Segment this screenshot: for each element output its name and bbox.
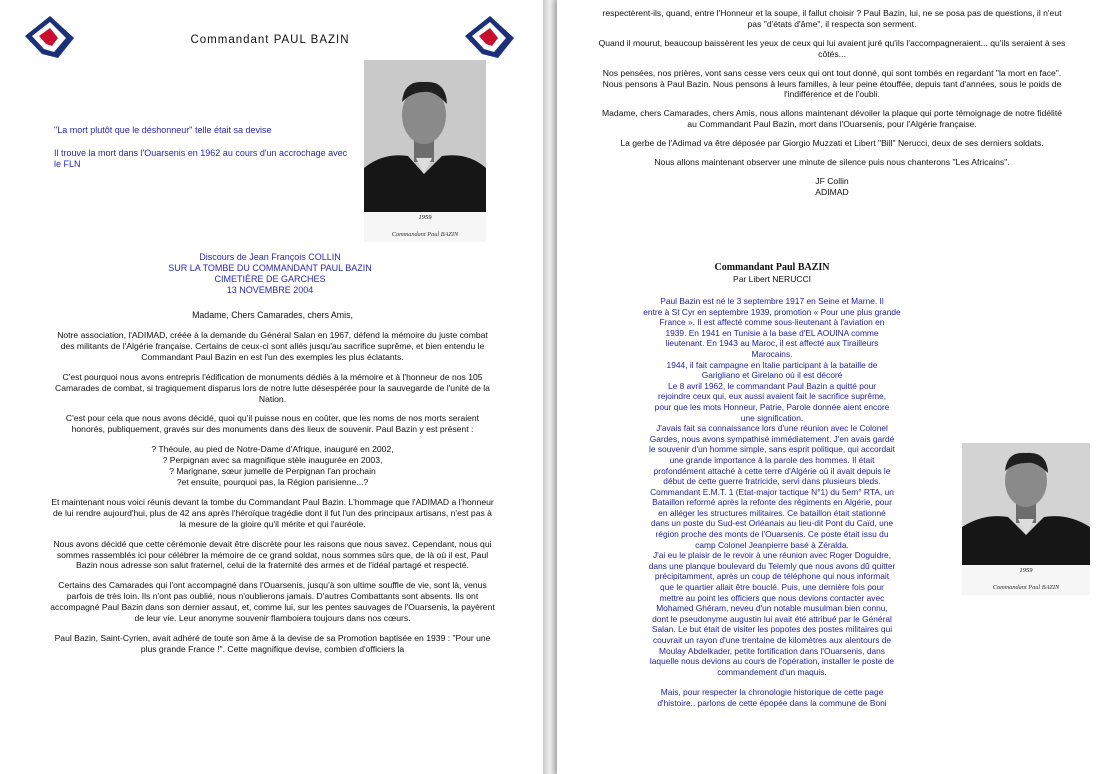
crest-logo-icon [462, 14, 516, 60]
body-paragraph: Nous allons maintenant observer une minute de silence puis nous chanterons "Les Africains". [654, 157, 1010, 168]
bio-line: d'histoire.. parlons de cette épopée dans la commune de Boni [657, 697, 887, 708]
bio-line: région proche des monts de l'Ouarsenis. Ce poste était issu du [655, 529, 889, 540]
bio-text [597, 296, 947, 709]
speech-continued [597, 8, 1067, 198]
body-paragraph: Certains des Camarades qui l'ont accompagné dans l'Ouarsenis, jusqu'à son ultime souffle de vie, sont là, venus parfois de très loin. Ils n'ont pas oublié, nous n'oublierons jamais. D'autres Combattants sont absents. Ils ont accompagné Paul Bazin dans son dernier assaut, et, comme lui, sur les pentes sauvages de l'Ouarsenis, la payèrent de leur vie. Leur anonyme souvenir flamboiera toujours dans nos cœurs. [50, 580, 495, 624]
speech-heading-line: SUR LA TOMBE DU COMMANDANT PAUL BAZIN [168, 263, 372, 273]
body-paragraph: C'est pourquoi nous avons entrepris l'édification de monuments dédiés à la mémoire et à l'honneur de nos 105 Camarades de combat, si tragiquement disparus lors de notre lutte désespérée pour la sauvegarde de l'unité de la Nation. [55, 371, 490, 404]
greeting: Madame, Chers Camarades, chers Amis, [192, 310, 353, 320]
bio-line: le souvenir d'un homme simple, sans esprit politique, qui accordait [649, 444, 895, 455]
body-paragraph: Notre association, l'ADIMAD, créée à la demande du Général Salan en 1967, défend la mémoire du juste combat des militants de l'Algérie française. Certains de ceux-ci sont allés jusqu'au sacrifice suprême, et bien entendu le Commandant Paul Bazin en est l'un des exemples les plus éclatants. [57, 330, 488, 362]
places-list [50, 444, 495, 488]
speech-heading [100, 252, 440, 296]
bio-line: profondément attaché à cette terre d'Algérie où il avait depuis le [653, 465, 891, 476]
bio-line: Garigliano et Girelano où il est décoré [701, 370, 843, 381]
speech-body [50, 330, 495, 655]
portrait-photo [364, 60, 486, 242]
bio-line: Commandant E.M.T. 1 (Etat-major tactique N°1) du 5em° RTA, un [650, 486, 894, 497]
bio-line: Le 8 avril 1962, le commandant Paul Bazin a quitté pour [667, 380, 877, 391]
bio-line: 1939. En 1941 en Tunisie à la base d'EL AOUINA comme [665, 327, 879, 338]
bio-line: J'ai eu le plaisir de le revoir à une réunion avec Roger Doguidre, [652, 550, 892, 561]
bio-line: couvrait un rayon d'une trentaine de kilomètres aux alentours de [652, 635, 892, 645]
bio-line: J'avais fait sa connaissance lors d'une réunion avec le Colonel [656, 423, 888, 434]
bio-line: dans un poste du Sud-est Orléanais au lieu-dit Pont du Caïd, une [650, 518, 894, 529]
bio-line: Gardes, nous avons sympathisé immédiatement. J'en avais gardé [649, 433, 895, 444]
signature-line: JF Collin [815, 175, 849, 186]
bio-line: rejoindre ceux qui, eux aussi avaient fait le sacrifice suprême, [657, 391, 887, 402]
speech-heading-line: 13 NOVEMBRE 2004 [226, 285, 314, 295]
speech-heading-line: Discours de Jean François COLLIN [199, 252, 341, 262]
bio-line: que le quartier allait être bouclé. Puis, une dernière fois pour [660, 582, 884, 593]
body-paragraph: Madame, chers Camarades, chers Amis, nous allons maintenant dévoiler la plaque qui porte témoignage de notre fidélité au Commandant Paul Bazin, mort dans l'Ouarsenis, pour l'Algérie française. [601, 108, 1063, 130]
body-paragraph: Nos pensées, nos prières, vont sans cesse vers ceux qui ont tout donné, qui sont tombés en regardant "la mort en face". Nous pensons à Paul Bazin. Nous pensons à leurs familles, à leur peine étouffée, depuis tant d'années, sous le poids de l'indifférence et de l'oubli. [602, 67, 1062, 100]
right-page [557, 0, 1100, 774]
body-paragraph: Et maintenant nous voici réunis devant la tombe du Commandant Paul Bazin. L'hommage que l'ADIMAD a l'honneur de lui rendre aujourd'hui, plus de 42 ans après l'héroïque tragédie dont il fut l'un des principaux artisans, n'est pas à la mesure de la gloire qu'il mérite et qui l'auréole. [51, 496, 494, 529]
bio-line: mettre au point les officiers que nous devions contacter avec [659, 592, 885, 603]
bio-line: France ». Il est affecté comme sous-lieutenant à l'aviation en [659, 317, 885, 328]
bio-line: dans une planque boulevard du Telemly que nous avons dû quitter [648, 560, 896, 571]
left-page [0, 0, 543, 774]
bio-line: Mais, pour respecter la chronologie historique de cette page [660, 687, 884, 698]
bio-line: pour que les mots Honneur, Patrie, Parole donnée aient encore [654, 401, 890, 412]
bio-line: entre à St Cyr en septembre 1939, promotion « Pour une plus grande [643, 306, 901, 317]
bio-author: Par Libert NERUCCI [733, 274, 811, 284]
bio-line: camp Colonel Jeanpierre basé à Zéralda. [695, 539, 849, 550]
body-paragraph: Quand il mourut, beaucoup baissèrent les yeux de ceux qui lui avaient juré qu'ils l'accompagneraient... qu'ils seraient à ses côtés... [598, 37, 1066, 59]
body-paragraph: Nous avons décidé que cette cérémonie devait être discrète pour les raisons que nous savez. Cependant, nous qui sommes rassemblés ici pour célébrer la mémoire de ce grand soldat, nous sommes sûrs que, de là où il est, Paul Bazin nous adresse son salut fraternel, celui de la fraternité des armes et de l'idéal partagé et respecté. [53, 538, 492, 571]
list-item: ?et ensuite, pourquoi pas, la Région parisienne...? [176, 476, 369, 487]
bio-line: précipitamment, après un coup de téléphone qui nous informait [654, 571, 890, 582]
page-gutter [543, 0, 557, 774]
body-paragraph: respectèrent-ils, quand, entre l'Honneur et la soupe, il fallut choisir ? Paul Bazin, lui, ne se posa pas de questions, il n'eut pas "d'états d'âme", il respecta son serment. [602, 8, 1062, 29]
photo-year: 1959 [1019, 567, 1033, 574]
body-paragraph: Paul Bazin, Saint-Cyrien, avait adhéré de toute son âme à la devise de sa Promotion baptisée en 1939 : "Pour une plus grande France !". Cette magnifique devise, combien d'officiers la [54, 632, 491, 654]
bio-line: en alléger les structures militaires. Ce bataillon était stationné [658, 507, 886, 518]
bio-line: laquelle nous devions au cours de l'opération, installer le poste de [649, 656, 895, 667]
photo-caption: Commandant Paul BAZIN [391, 231, 459, 238]
bio-line: lieutenant. En 1943 au Maroc, il est affecté aux Tirailleurs [665, 338, 879, 349]
bio-title: Commandant Paul BAZIN [714, 262, 830, 273]
bio-line: Paul Bazin est né le 3 septembre 1917 en Seine et Marne. Il [660, 296, 884, 306]
bio-line: dont le pseudonyme augustin lui avait été attribué par le Général [652, 613, 892, 624]
bio-line: Moulay Abdelkader, petite fortification dans l'Ouarsenis, dans [659, 645, 885, 656]
signature-line: ADIMAD [815, 186, 849, 197]
bio-line: une grande importance à la parole des hommes. Il était [669, 454, 875, 465]
bio-line: Bataillon reformé après la refonte des régiments en Algérie, pour [652, 497, 892, 508]
bio-line: début de cette guerre fratricide, servi dans plusieurs bleds. [663, 476, 881, 487]
list-item: ? Perpignan avec sa magnifique stèle inaugurée en 2003, [162, 455, 383, 466]
bio-line: une signification. [740, 412, 804, 423]
body-paragraph: La gerbe de l'Adimad va être déposée par Giorgio Muzzati et Libert "Bill" Nerucci, deux de ses derniers soldats. [620, 138, 1044, 149]
list-item: ? Marignane, sœur jumelle de Perpignan l'an prochain [169, 466, 376, 477]
speech-heading-line: CIMETIÈRE DE GARCHES [214, 274, 326, 284]
photo-caption: Commandant Paul BAZIN [992, 584, 1060, 591]
list-item: ? Théoule, au pied de Notre-Dame d'Afrique, inauguré en 2002, [151, 444, 394, 455]
crest-logo-icon [22, 14, 76, 60]
bio-line: Marocains. [751, 348, 793, 359]
bio-line: 1944, il fait campagne en Italie participant à la bataille de [666, 359, 878, 370]
body-paragraph: C'est pour cela que nous avons décidé, quoi qu'il puisse nous en coûter, que les noms de nos morts seraient honorés, publiquement, gravés sur des monuments dans des lieux de souvenir. Paul Bazin y est présent : [65, 413, 480, 435]
bio-line: commandement d'un maquis. [717, 666, 827, 677]
bio-line: Salan. Le but était de visiter les popotes des postes militaires qui [651, 624, 893, 635]
bio-line: Mohamed Ghéram, neveu d'un notable musulman bien connu, [656, 603, 888, 614]
portrait-photo [962, 443, 1090, 595]
page-title: Commandant PAUL BAZIN [190, 34, 350, 46]
death-text: Il trouve la mort dans l'Ouarsenis en 1962 au cours d'un accrochage avec le FLN [54, 148, 348, 169]
motto-text: "La mort plutôt que le déshonneur" telle était sa devise [54, 125, 272, 135]
photo-year: 1959 [418, 214, 432, 221]
